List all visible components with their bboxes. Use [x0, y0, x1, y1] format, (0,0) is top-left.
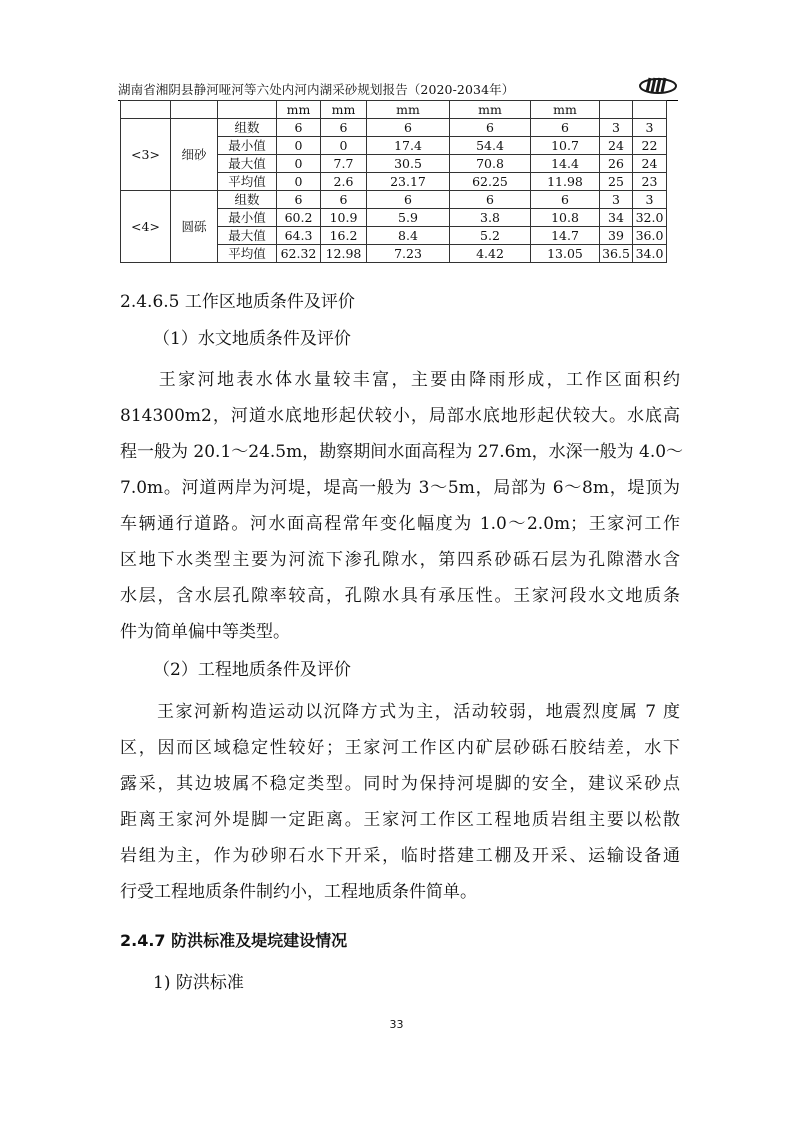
- value-cell: 34.0: [633, 245, 667, 263]
- paragraph-hydrogeology: [120, 362, 684, 650]
- paragraph-line: 王家河地表水体水量较丰富，主要由降雨形成，工作区面积约: [120, 370, 680, 390]
- paragraph-line: 行受工程地质条件制约小，工程地质条件简单。: [120, 882, 477, 902]
- value-cell: 30.5: [367, 155, 450, 173]
- unit-cell: mm: [367, 101, 450, 119]
- header-title: 湖南省湘阴县静河哑河等六处内河内湖采砂规划报告（2020-2034年）: [118, 82, 515, 97]
- soil-type-cell: 圆砾: [171, 191, 218, 263]
- value-cell: 2.6: [321, 173, 367, 191]
- layer-cell: <4>: [121, 191, 171, 263]
- value-cell: 0: [277, 155, 321, 173]
- unit-cell: [121, 101, 171, 119]
- value-cell: 0: [277, 137, 321, 155]
- stat-label-cell: 最小值: [218, 209, 277, 227]
- value-cell: 62.25: [450, 173, 531, 191]
- stat-label-cell: 最大值: [218, 155, 277, 173]
- paragraph-line: 814300m2，河道水底地形起伏较小，局部水底地形起伏较大。水底高: [120, 406, 680, 426]
- value-cell: 5.2: [450, 227, 531, 245]
- value-cell: 3: [600, 191, 633, 209]
- value-cell: 24: [600, 137, 633, 155]
- value-cell: 10.8: [531, 209, 600, 227]
- value-cell: 70.8: [450, 155, 531, 173]
- value-cell: 36.0: [633, 227, 667, 245]
- stat-label-cell: 平均值: [218, 245, 277, 263]
- paragraph-line: 水层，含水层孔隙率较高，孔隙水具有承压性。王家河段水文地质条: [120, 586, 680, 606]
- value-cell: 10.9: [321, 209, 367, 227]
- value-cell: 4.42: [450, 245, 531, 263]
- paragraph-line: 王家河新构造运动以沉降方式为主，活动较弱，地震烈度属 7 度: [120, 702, 680, 722]
- table-row: [121, 119, 667, 137]
- value-cell: 3: [600, 119, 633, 137]
- value-cell: 7.23: [367, 245, 450, 263]
- value-cell: 6: [277, 119, 321, 137]
- value-cell: 3.8: [450, 209, 531, 227]
- value-cell: 5.9: [367, 209, 450, 227]
- company-logo-icon: [638, 74, 678, 96]
- value-cell: 14.4: [531, 155, 600, 173]
- stat-label-cell: 组数: [218, 119, 277, 137]
- value-cell: 54.4: [450, 137, 531, 155]
- value-cell: 0: [321, 137, 367, 155]
- paragraph-line: 车辆通行道路。河水面高程常年变化幅度为 1.0～2.0m；王家河工作: [120, 514, 680, 534]
- value-cell: 14.7: [531, 227, 600, 245]
- paragraph-engineering-geology: [120, 694, 680, 910]
- value-cell: 23: [633, 173, 667, 191]
- paragraph-line: 区地下水类型主要为河流下渗孔隙水，第四系砂砾石层为孔隙潜水含: [120, 550, 680, 570]
- units-row: [121, 101, 667, 119]
- value-cell: 32.0: [633, 209, 667, 227]
- value-cell: 36.5: [600, 245, 633, 263]
- item-flood-standard: 1) 防洪标准: [153, 973, 244, 993]
- value-cell: 6: [321, 119, 367, 137]
- paragraph-line: 距离王家河外堤脚一定距离。王家河工作区工程地质岩组主要以松散: [120, 810, 680, 830]
- table-row: [121, 191, 667, 209]
- unit-cell: [171, 101, 218, 119]
- value-cell: 23.17: [367, 173, 450, 191]
- unit-cell: mm: [531, 101, 600, 119]
- page-number: 33: [389, 1018, 404, 1031]
- unit-cell: [633, 101, 667, 119]
- value-cell: 34: [600, 209, 633, 227]
- value-cell: 39: [600, 227, 633, 245]
- unit-cell: [600, 101, 633, 119]
- layer-cell: <3>: [121, 119, 171, 191]
- soil-type-cell: 细砂: [171, 119, 218, 191]
- value-cell: 6: [450, 119, 531, 137]
- item-engineering-title: （2）工程地质条件及评价: [153, 660, 351, 680]
- value-cell: 25: [600, 173, 633, 191]
- value-cell: 6: [531, 191, 600, 209]
- page-header: [118, 76, 678, 101]
- grain-size-table: [120, 100, 667, 263]
- unit-cell: [218, 101, 277, 119]
- stat-label-cell: 组数: [218, 191, 277, 209]
- unit-cell: mm: [450, 101, 531, 119]
- value-cell: 24: [633, 155, 667, 173]
- value-cell: 22: [633, 137, 667, 155]
- stat-label-cell: 平均值: [218, 173, 277, 191]
- value-cell: 10.7: [531, 137, 600, 155]
- unit-cell: mm: [277, 101, 321, 119]
- value-cell: 6: [367, 119, 450, 137]
- value-cell: 64.3: [277, 227, 321, 245]
- value-cell: 6: [367, 191, 450, 209]
- value-cell: 7.7: [321, 155, 367, 173]
- value-cell: 3: [633, 119, 667, 137]
- section-title: 2.4.7 防洪标准及堤垸建设情况: [120, 931, 348, 950]
- value-cell: 16.2: [321, 227, 367, 245]
- paragraph-line: 件为简单偏中等类型。: [120, 622, 290, 642]
- paragraph-line: 露采，其边坡属不稳定类型。同时为保持河堤脚的安全，建议采砂点: [120, 774, 680, 794]
- value-cell: 26: [600, 155, 633, 173]
- value-cell: 17.4: [367, 137, 450, 155]
- subsection-title: 2.4.6.5 工作区地质条件及评价: [120, 292, 355, 312]
- stat-label-cell: 最小值: [218, 137, 277, 155]
- paragraph-line: 岩组为主，作为砂卵石水下开采，临时搭建工棚及开采、运输设备通: [120, 846, 680, 866]
- value-cell: 12.98: [321, 245, 367, 263]
- value-cell: 3: [633, 191, 667, 209]
- paragraph-line: 区，因而区域稳定性较好；王家河工作区内矿层砂砾石胶结差，水下: [120, 738, 680, 758]
- value-cell: 60.2: [277, 209, 321, 227]
- value-cell: 11.98: [531, 173, 600, 191]
- item-hydro-title: （1）水文地质条件及评价: [153, 329, 351, 349]
- stat-label-cell: 最大值: [218, 227, 277, 245]
- unit-cell: mm: [321, 101, 367, 119]
- value-cell: 62.32: [277, 245, 321, 263]
- paragraph-line: 7.0m。河道两岸为河堤，堤高一般为 3～5m，局部为 6～8m，堤顶为: [120, 478, 680, 498]
- value-cell: 6: [277, 191, 321, 209]
- value-cell: 6: [531, 119, 600, 137]
- paragraph-line: 程一般为 20.1～24.5m，勘察期间水面高程为 27.6m，水深一般为 4.0～: [120, 442, 684, 462]
- value-cell: 6: [450, 191, 531, 209]
- value-cell: 6: [321, 191, 367, 209]
- value-cell: 13.05: [531, 245, 600, 263]
- value-cell: 0: [277, 173, 321, 191]
- value-cell: 8.4: [367, 227, 450, 245]
